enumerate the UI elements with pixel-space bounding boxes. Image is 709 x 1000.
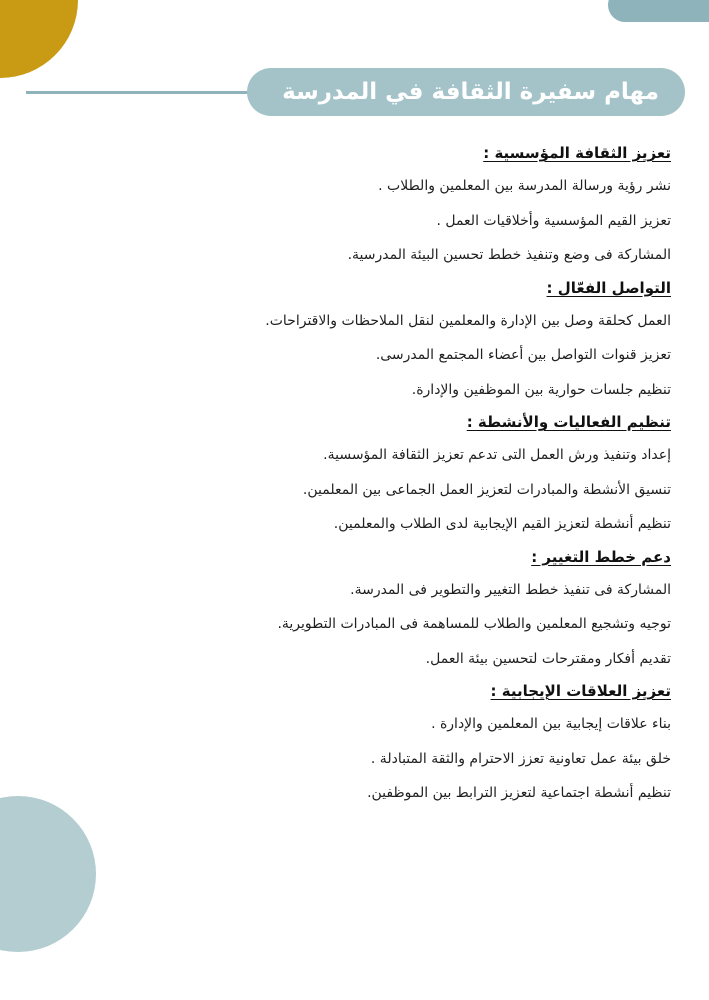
title-divider-line: [26, 91, 266, 94]
list-item: تعزيز قنوات التواصل بين أعضاء المجتمع المدرسى.: [375, 347, 671, 363]
list-item: نشر رؤية ورسالة المدرسة بين المعلمين والطلاب .: [378, 178, 671, 194]
decorative-teal-tab: [608, 0, 709, 22]
section-heading: تنظيم الفعاليات والأنشطة :: [466, 413, 671, 431]
list-item: المشاركة فى وضع وتنفيذ خطط تحسين البيئة المدرسية.: [347, 247, 671, 263]
list-item: بناء علاقات إيجابية بين المعلمين والإدارة .: [431, 716, 671, 732]
decorative-teal-circle: [0, 796, 96, 952]
list-item: العمل كحلقة وصل بين الإدارة والمعلمين لنقل الملاحظات والاقتراحات.: [265, 312, 671, 329]
title-banner: [247, 68, 685, 116]
section-institutional-culture: [111, 138, 671, 273]
document-content: [111, 138, 671, 811]
list-item: تنظيم أنشطة لتعزيز القيم الإيجابية لدى الطلاب والمعلمين.: [333, 516, 671, 532]
list-item: إعداد وتنفيذ ورش العمل التى تدعم تعزيز الثقافة المؤسسية.: [323, 447, 671, 463]
list-item: المشاركة فى تنفيذ خطط التغيير والتطوير فى المدرسة.: [350, 581, 671, 598]
section-effective-communication: [111, 273, 671, 408]
list-item: تعزيز القيم المؤسسية وأخلاقيات العمل .: [436, 212, 671, 229]
section-heading: دعم خطط التغيير :: [531, 547, 671, 566]
section-change-plans: [111, 542, 671, 677]
section-heading: تعزيز العلاقات الإيجابية :: [490, 682, 671, 700]
section-positive-relations: [111, 676, 671, 811]
list-item: خلق بيئة عمل تعاونية تعزز الاحترام والثقة المتبادلة .: [370, 750, 671, 767]
list-item: تنسيق الأنشطة والمبادرات لتعزيز العمل الجماعى بين المعلمين.: [302, 481, 671, 498]
list-item: توجيه وتشجيع المعلمين والطلاب للمساهمة فى المبادرات التطويرية.: [277, 616, 671, 632]
list-item: تقديم أفكار ومقترحات لتحسين بيئة العمل.: [425, 650, 671, 667]
list-item: تنظيم أنشطة اجتماعية لتعزيز الترابط بين الموظفين.: [367, 785, 671, 801]
page-title: مهام سفيرة الثقافة في المدرسة: [282, 79, 659, 105]
decorative-gold-circle: [0, 0, 78, 78]
section-heading: التواصل الفعّال :: [546, 278, 671, 297]
section-events-activities: [111, 407, 671, 542]
section-heading: تعزيز الثقافة المؤسسية :: [483, 144, 671, 162]
list-item: تنظيم جلسات حوارية بين الموظفين والإدارة.: [411, 381, 671, 398]
